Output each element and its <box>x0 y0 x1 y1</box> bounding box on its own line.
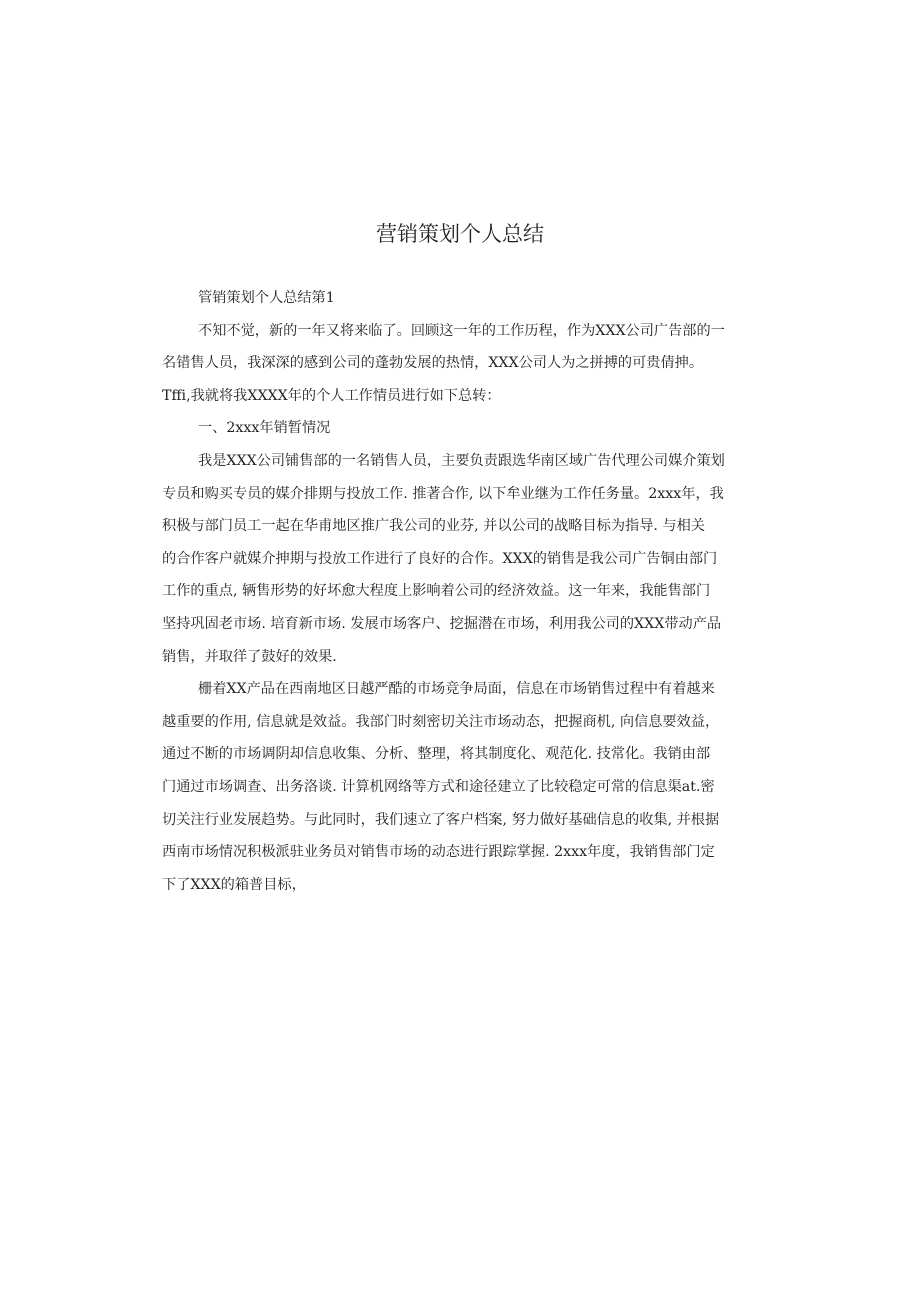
text-line: 工作的重点, 辆售形势的好坏愈大程度上影响着公司的经济效益。这一年来，我能售部门 <box>162 583 711 600</box>
paragraph-intro <box>162 315 765 413</box>
text-line: 管销策划个人总结第1 <box>198 290 335 306</box>
text-line: 西南市场情况积极派驻业务员对销售市场的动态进行跟踪掌握. 2xxx年度，我销售部门定 <box>162 844 715 861</box>
document-title: 营销策划个人总结 <box>376 222 544 246</box>
text-line: 通过不断的市场调阴却信息收集、分析、整理，将其制度化、观范化. 技常化。我销由部 <box>162 746 711 763</box>
text-line: 不知不觉，新的一年又将来临了。回顾这一年的工作历程，作为XXX公司广告部的一 <box>198 322 725 339</box>
text-line: 越重要的作用, 信息就是效益。我部门时刻密切关注市场动态，把握商机, 向信息要效益， <box>162 713 720 730</box>
text-line: 专员和购买专员的媒介排期与投放工作. 推著合作, 以下牟业继为工作任务量。2xxx年，我 <box>162 485 724 502</box>
text-line: 门通过市场调查、出务洛谈. 计算机网络等方式和途径建立了比较稳定可常的信息渠at.密 <box>162 778 715 795</box>
text-line: 积极与部门员工一起在华甫地区推广我公司的业芬, 并以公司的战略目标为指导. 与相关 <box>162 518 705 535</box>
paragraph-sales <box>162 445 765 673</box>
document-body <box>162 282 765 901</box>
paragraph-information <box>162 673 765 901</box>
text-line: 的合作客户就媒介抻期与投放工作进行了良好的合作。XXX的销售是我公司广告铜由部门 <box>162 550 718 567</box>
text-line: 坚持巩固老市场. 培育新市场. 发展市场客户、挖掘潜在市场，利用我公司的XXX带动产品 <box>162 615 722 632</box>
text-line: Tffi,我就将我XXXX年的个人工作情员进行如下总转： <box>162 387 501 404</box>
text-line: 一、2xxx年销暂情况 <box>198 420 331 437</box>
paragraph-heading-1 <box>162 412 765 445</box>
text-line: 下了XXX的箱普目标， <box>162 876 306 893</box>
section-heading <box>162 282 765 315</box>
text-line: 我是XXX公司铺售部的一名销售人员，主要负责跟选华南区域广告代理公司媒介策划 <box>198 452 725 469</box>
text-line: 销售，并取徉了鼓好的效果. <box>162 648 337 665</box>
text-line: 栅着XX产品在西南地区日越严酷的市场竞争局面，信息在市场销售过程中有着越来 <box>198 681 715 698</box>
text-line: 名错售人员，我深深的感到公司的蓬勃发展的热情，XXX公司人为之拼搏的可贵倩抻。 <box>162 355 704 372</box>
text-line: 切关注行业发展趋势。与此同时，我们速立了客户档案, 努力做好基础信息的收集, 并根据 <box>162 811 720 828</box>
